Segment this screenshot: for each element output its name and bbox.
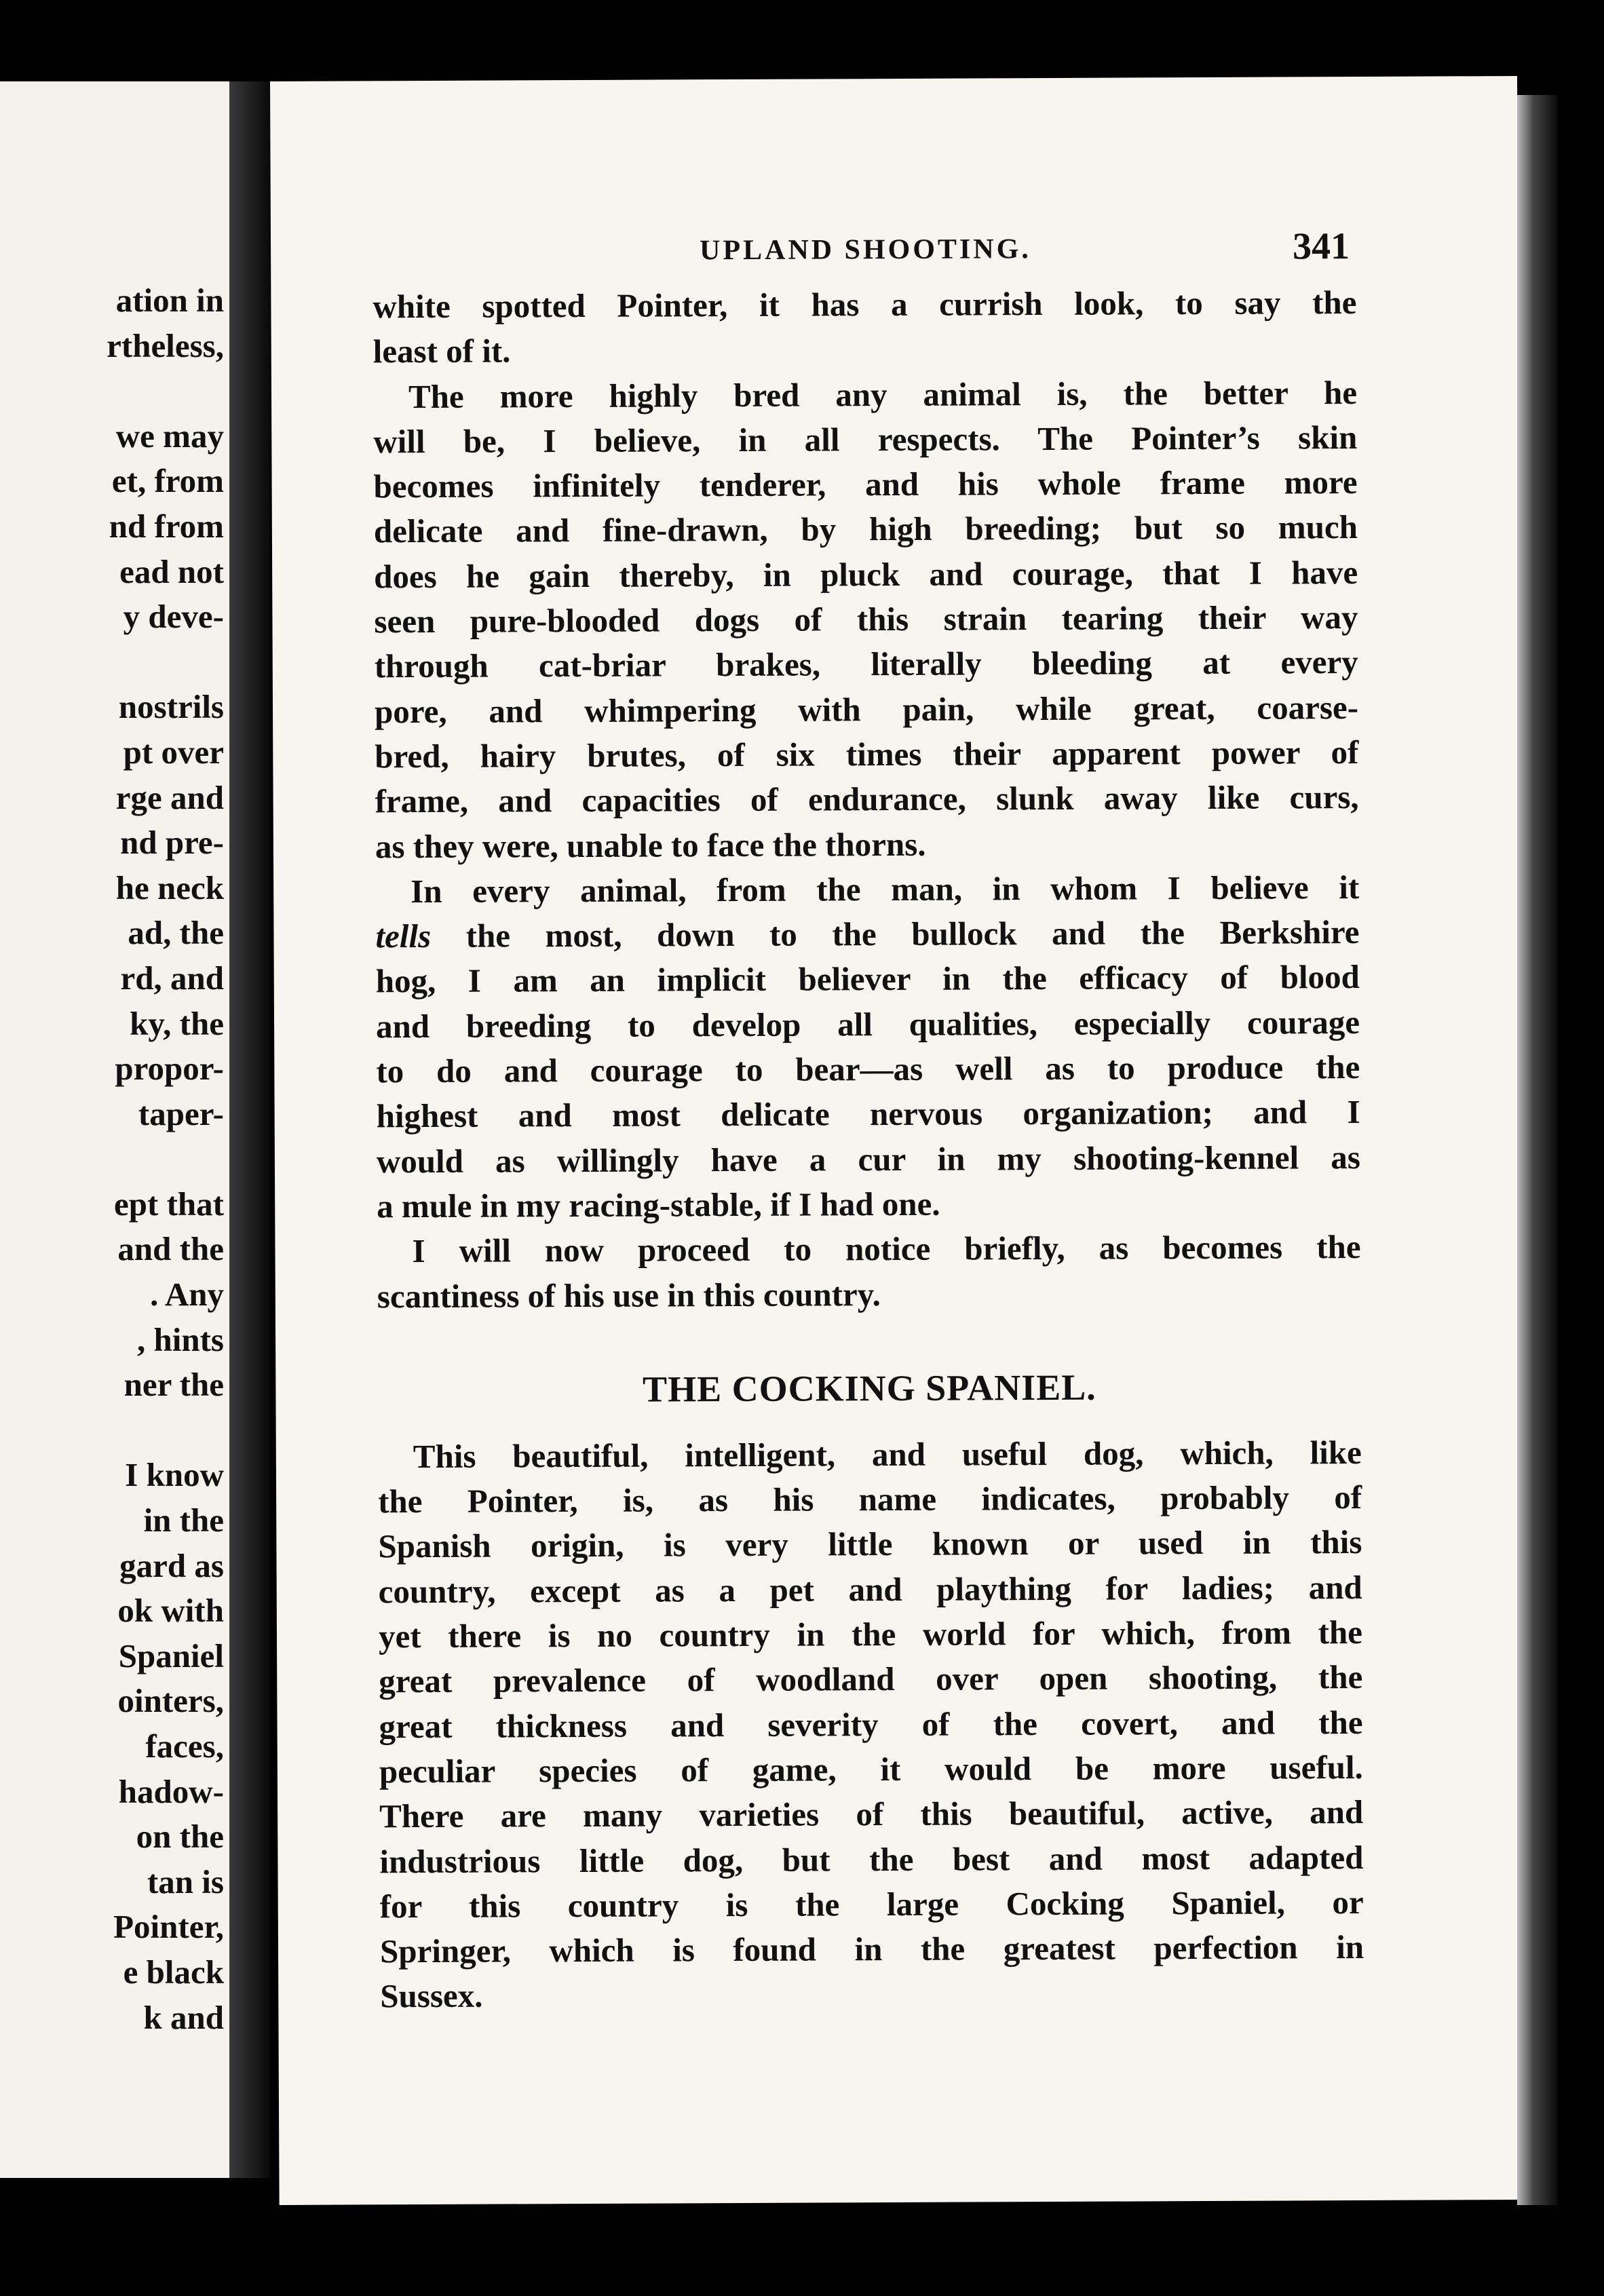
text-line: Sussex. (380, 1977, 483, 2015)
left-line-fragment: nd from (109, 507, 224, 545)
running-head: UPLAND SHOOTING. (699, 233, 1031, 267)
left-line-fragment: ointers, (117, 1682, 224, 1720)
left-line-fragment: et, from (111, 462, 224, 500)
left-line-fragment: k and (143, 1998, 224, 2036)
text-line: will be, I believe, in all respects. The Pointer’s skin (373, 418, 1358, 461)
left-line-fragment: ation in (115, 282, 224, 319)
left-line-fragment (0, 1408, 224, 1453)
right-page (270, 76, 1527, 2205)
left-line-fragment: we may (115, 417, 224, 455)
left-page-text (0, 278, 224, 2040)
left-line-fragment: taper- (138, 1094, 224, 1132)
text-line: and breeding to develop all qualities, especially courage (375, 1003, 1360, 1046)
text-line: for this country is the large Cocking Spaniel, or (379, 1883, 1364, 1926)
text-line (375, 910, 1359, 959)
text-line: to do and courage to bear—as well as to produce the (376, 1048, 1360, 1090)
left-line-fragment: nd pre- (120, 824, 224, 862)
text-line: peculiar species of game, it would be more useful. (379, 1748, 1363, 1791)
left-line-fragment: in the (143, 1501, 224, 1539)
left-line-fragment: ead not (119, 552, 224, 590)
left-facing-page (0, 81, 239, 2178)
text-line: least of it. (373, 332, 511, 370)
left-line-fragment: pt over (123, 733, 224, 771)
page-number: 341 (1292, 225, 1350, 268)
page-stack-edge (1517, 95, 1558, 2205)
left-line-fragment: . Any (150, 1276, 224, 1314)
left-line-fragment: faces, (145, 1727, 224, 1765)
left-line-fragment: hadow- (118, 1772, 224, 1810)
text-line: highest and most delicate nervous organization; and I (376, 1093, 1360, 1135)
text-line: seen pure-blooded dogs of this strain tearing their way (374, 598, 1358, 640)
left-line-fragment: ad, the (128, 914, 224, 952)
text-line: country, except as a pet and plaything for ladies; and (378, 1568, 1362, 1611)
page-header (271, 225, 1350, 284)
left-line-fragment (0, 368, 224, 414)
left-line-fragment: ept that (114, 1185, 224, 1223)
text-line: I will now proceed to notice briefly, as becomes the (412, 1228, 1361, 1270)
text-line: yet there is no country in the world for which, from the (378, 1613, 1363, 1656)
left-line-fragment (0, 640, 224, 685)
text-line: pore, and whimpering with pain, while great, coarse- (374, 688, 1359, 731)
left-line-fragment: , hints (136, 1320, 224, 1358)
left-line-fragment: ner the (123, 1366, 224, 1404)
section-heading: THE COCKING SPANIEL. (642, 1366, 1096, 1410)
left-line-fragment: he neck (115, 868, 224, 906)
book-gutter (229, 81, 270, 2178)
text-line: bred, hairy brutes, of six times their apparent power of (375, 733, 1359, 776)
left-line-fragment: rge and (115, 778, 224, 816)
left-line-fragment: gard as (119, 1546, 224, 1584)
left-line-fragment (0, 1136, 224, 1182)
left-line-fragment: nostrils (118, 688, 224, 726)
text-line: In every animal, from the man, in whom I believe it (410, 868, 1360, 910)
text-span: the most, down to the bullock and the Berkshire (431, 913, 1360, 955)
text-line: does he gain thereby, in pluck and courage, that I have (374, 553, 1358, 596)
text-line: would as willingly have a cur in my shooting-kennel as (376, 1138, 1361, 1180)
left-line-fragment: I know (125, 1456, 224, 1494)
text-line: This beautiful, intelligent, and useful dog, which, like (413, 1433, 1362, 1475)
left-line-fragment: Spaniel (118, 1637, 224, 1675)
text-line: Spanish origin, is very little known or used in this (378, 1523, 1362, 1565)
left-line-fragment: propor- (115, 1050, 224, 1088)
text-line: great thickness and severity of the covert, and the (379, 1703, 1363, 1745)
left-line-fragment: e black (123, 1953, 224, 1991)
text-line: becomes infinitely tenderer, and his whole frame more (373, 463, 1358, 505)
text-line: industrious little dog, but the best and most adapted (379, 1838, 1364, 1880)
text-line: the Pointer, is, as his name indicates, probably of (378, 1478, 1362, 1520)
italic-word: tells (375, 917, 432, 955)
body-text (373, 280, 1364, 2019)
left-line-fragment: ok with (117, 1592, 224, 1630)
left-line-fragment: and the (117, 1230, 224, 1268)
text-line: a mule in my racing-stable, if I had one. (377, 1185, 940, 1225)
left-line-fragment: rd, and (120, 959, 224, 997)
left-line-fragment: Pointer, (113, 1908, 224, 1946)
text-line: great prevalence of woodland over open shooting, the (379, 1658, 1363, 1700)
text-line: white spotted Pointer, it has a currish look, to say the (373, 284, 1357, 326)
left-line-fragment: ky, the (130, 1004, 224, 1042)
left-line-fragment: on the (136, 1818, 224, 1856)
text-line: frame, and capacities of endurance, slunk away like curs, (375, 778, 1359, 820)
text-line: delicate and fine-drawn, by high breeding; but so much (373, 508, 1358, 550)
text-line: Springer, which is found in the greatest perfection in (379, 1928, 1364, 1970)
text-line: The more highly bred any animal is, the better he (408, 373, 1358, 415)
text-line: scantiness of his use in this country. (377, 1275, 881, 1315)
left-line-fragment: tan is (147, 1862, 224, 1900)
text-line: There are many varieties of this beautiful, active, and (379, 1793, 1364, 1835)
text-line: as they were, unable to face the thorns. (375, 825, 926, 865)
left-line-fragment: y deve- (123, 598, 224, 636)
text-line: through cat-briar brakes, literally bleeding at every (374, 643, 1358, 685)
text-line: hog, I am an implicit believer in the efficacy of blood (375, 958, 1360, 1000)
left-line-fragment: rtheless, (107, 326, 224, 364)
